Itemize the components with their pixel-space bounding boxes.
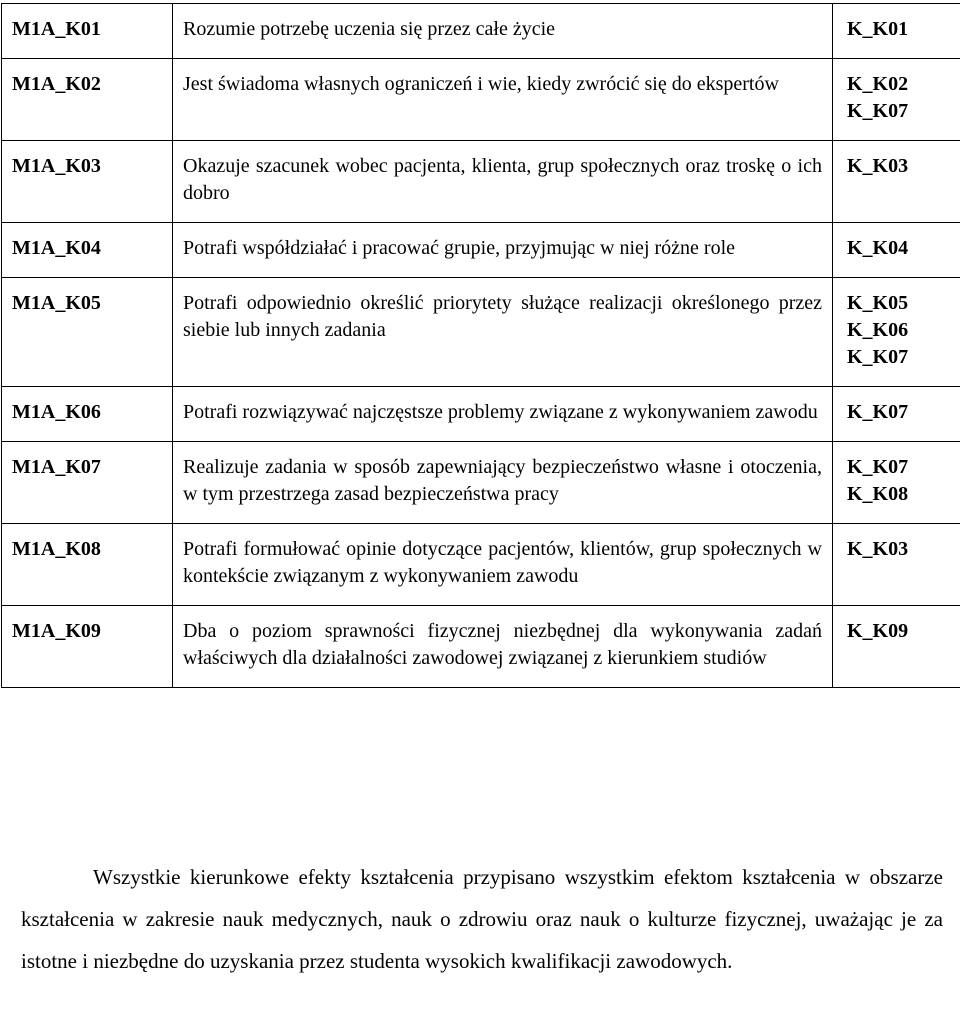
- ref-code: K_K07: [847, 401, 909, 423]
- outcome-refs: [833, 223, 960, 278]
- table-row: [2, 606, 960, 688]
- table-row: [2, 278, 960, 387]
- outcome-refs: [833, 278, 960, 387]
- ref-code: K_K01: [847, 18, 909, 40]
- outcome-refs: [833, 387, 960, 442]
- outcome-description: Potrafi odpowiednio określić priorytety służące realizacji określonego przez siebie lub innych zadania: [173, 278, 833, 387]
- outcome-description: Jest świadoma własnych ograniczeń i wie, kiedy zwrócić się do ekspertów: [173, 59, 833, 141]
- outcome-code: M1A_K05: [2, 278, 173, 387]
- outcome-code: M1A_K09: [2, 606, 173, 688]
- outcome-code: M1A_K02: [2, 59, 173, 141]
- outcome-refs: [833, 606, 960, 688]
- outcome-code: M1A_K04: [2, 223, 173, 278]
- outcome-description: Potrafi formułować opinie dotyczące pacjentów, klientów, grup społecznych w kontekście związanym z wykonywaniem zawodu: [173, 524, 833, 606]
- outcome-description: Okazuje szacunek wobec pacjenta, klienta, grup społecznych oraz troskę o ich dobro: [173, 141, 833, 223]
- table-row: [2, 4, 960, 59]
- outcome-description: Dba o poziom sprawności fizycznej niezbędnej dla wykonywania zadań właściwych dla działalności zawodowej związanej z kierunkiem studiów: [173, 606, 833, 688]
- ref-code: K_K09: [847, 620, 909, 642]
- outcome-refs: [833, 4, 960, 59]
- ref-code: K_K02: [847, 73, 909, 95]
- ref-code: K_K05: [847, 292, 909, 314]
- outcome-code: M1A_K01: [2, 4, 173, 59]
- ref-code: K_K07: [847, 456, 909, 478]
- table-row: [2, 524, 960, 606]
- outcome-refs: [833, 59, 960, 141]
- table-row: [2, 223, 960, 278]
- outcome-refs: [833, 442, 960, 524]
- outcome-code: M1A_K07: [2, 442, 173, 524]
- outcome-description: Potrafi rozwiązywać najczęstsze problemy związane z wykonywaniem zawodu: [173, 387, 833, 442]
- ref-code: K_K03: [847, 538, 909, 560]
- outcome-code: M1A_K08: [2, 524, 173, 606]
- ref-code: K_K06: [847, 319, 909, 341]
- ref-code: K_K07: [847, 346, 909, 368]
- outcome-description: Rozumie potrzebę uczenia się przez całe życie: [173, 4, 833, 59]
- summary-paragraph: Wszystkie kierunkowe efekty kształcenia przypisano wszystkim efektom kształcenia w obszarze kształcenia w zakresie nauk medycznych, nauk o zdrowiu oraz nauk o kulturze fizycznej, uważając je za istotne i niezbędne do uzyskania przez studenta wysokich kwalifikacji zawodowych.: [21, 865, 943, 973]
- ref-code: K_K03: [847, 155, 909, 177]
- outcome-code: M1A_K03: [2, 141, 173, 223]
- ref-code: K_K04: [847, 237, 909, 259]
- table-row: [2, 387, 960, 442]
- outcome-refs: [833, 141, 960, 223]
- outcome-refs: [833, 524, 960, 606]
- table-row: [2, 442, 960, 524]
- ref-code: K_K07: [847, 100, 909, 122]
- outcomes-table: [1, 3, 960, 688]
- outcome-description: Potrafi współdziałać i pracować grupie, przyjmując w niej różne role: [173, 223, 833, 278]
- outcome-code: M1A_K06: [2, 387, 173, 442]
- ref-code: K_K08: [847, 483, 909, 505]
- table-row: [2, 141, 960, 223]
- table-row: [2, 59, 960, 141]
- outcome-description: Realizuje zadania w sposób zapewniający bezpieczeństwo własne i otoczenia, w tym przestrzega zasad bezpieczeństwa pracy: [173, 442, 833, 524]
